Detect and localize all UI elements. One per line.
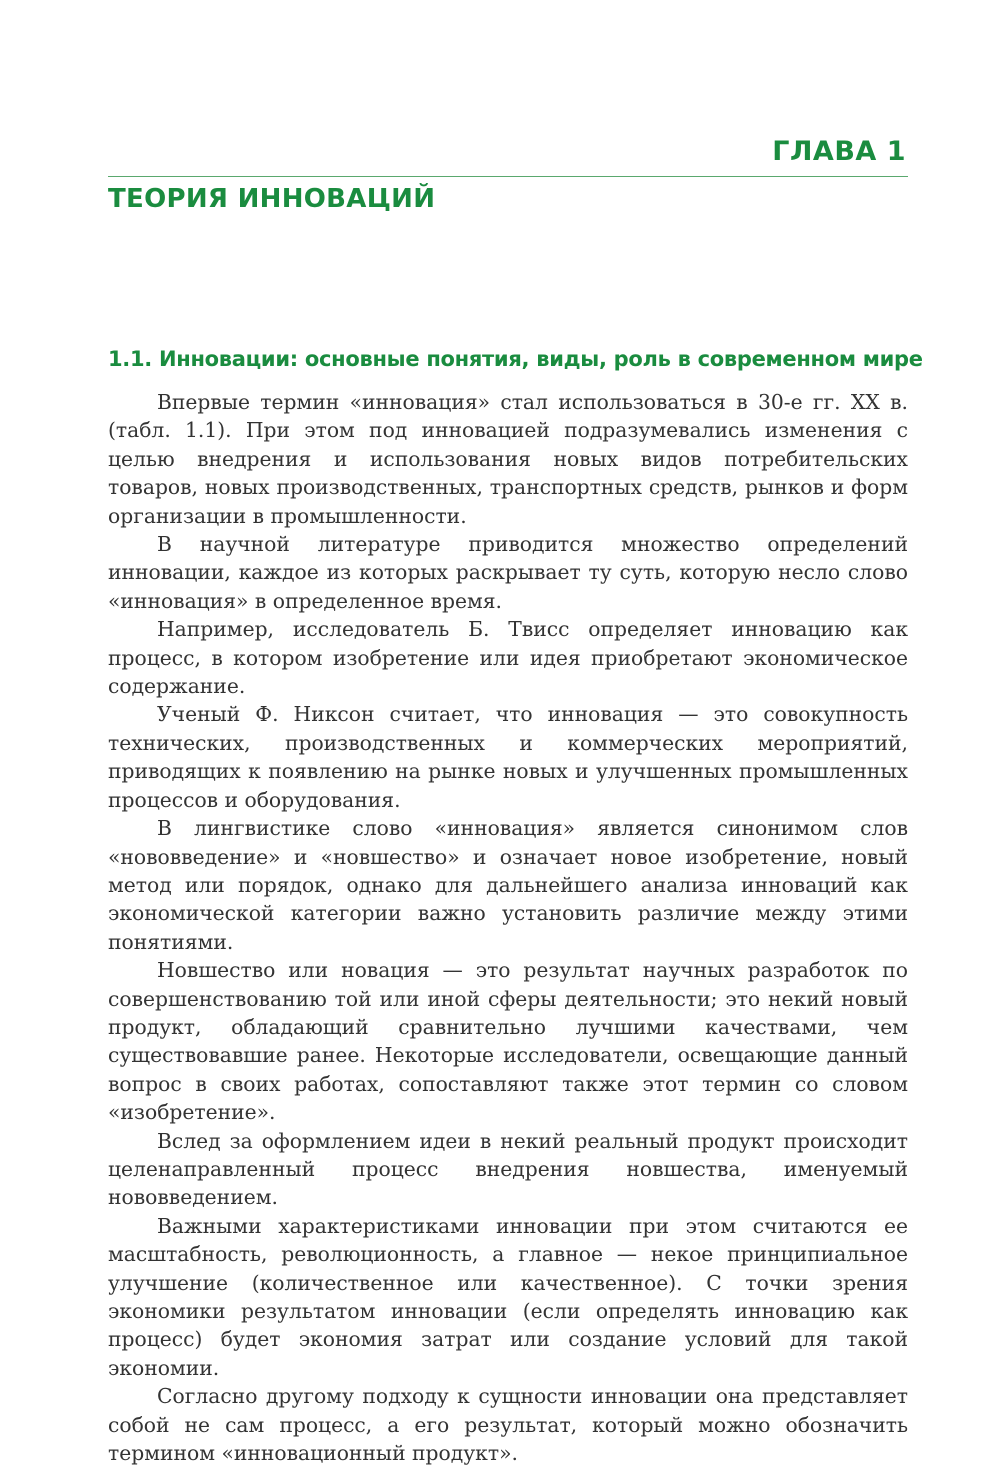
paragraph: В научной литературе приводится множество определений инновации, каждое из которых раскрывает ту суть, которую несло слово «инновация» в определенное время. — [108, 532, 908, 613]
chapter-divider — [108, 176, 908, 177]
paragraph: Например, исследователь Б. Твисс определяет инновацию как процесс, в котором изобретение или идея приобретают экономическое содержание. — [108, 617, 908, 699]
paragraph: Впервые термин «инновация» стал использоваться в 30-е гг. XX в. (табл. 1.1). При этом под инновацией подразумевались изменения с целью внедрения и использования новых видов потребительских товаров, новых производственных, транспортных средств, рынков и форм организации в промышленности. — [108, 390, 908, 528]
paragraph: Согласно другому подходу к сущности инновации она представляет собой не сам процесс, а его результат, который можно обозначить термином «инновационный продукт». — [108, 1384, 908, 1466]
paragraph: Вслед за оформлением идеи в некий реальный продукт происходит целенаправленный процесс внедрения новшества, именуемый нововведением. — [108, 1128, 908, 1210]
chapter-title: ТЕОРИЯ ИННОВАЦИЙ — [108, 184, 436, 214]
paragraph: Новшество или новация — это результат научных разработок по совершенствованию той или иной сферы деятельности; это некий новый продукт, обладающий сравнительно лучшими качествами, чем существовавшие ранее. Некоторые исследователи, освещающие данный вопрос в своих работах, сопоставляют также этот термин со словом «изобретение». — [108, 958, 908, 1125]
paragraph: Важными характеристиками инновации при этом считаются ее масштабность, революционность, а главное — некое принципиальное улучшение (количественное или качественное). С точки зрения экономики результатом инновации (если определять инновацию как процесс) будет экономия затрат или создание условий для такой экономии. — [108, 1213, 908, 1380]
chapter-label: ГЛАВА 1 — [772, 136, 906, 167]
body-text — [108, 388, 908, 1467]
paragraph: Ученый Ф. Никсон считает, что инновация — это совокупность технических, производственных и коммерческих мероприятий, приводящих к появлению на рынке новых и улучшенных промышленных процессов и оборудования. — [108, 702, 908, 812]
paragraph: В лингвистике слово «инновация» является синонимом слов «нововведение» и «новшество» и означает новое изобретение, новый метод или порядок, однако для дальнейшего анализа инноваций как экономической категории важно установить различие между этими понятиями. — [108, 816, 908, 954]
section-heading: 1.1. Инновации: основные понятия, виды, роль в современном мире — [108, 347, 923, 371]
